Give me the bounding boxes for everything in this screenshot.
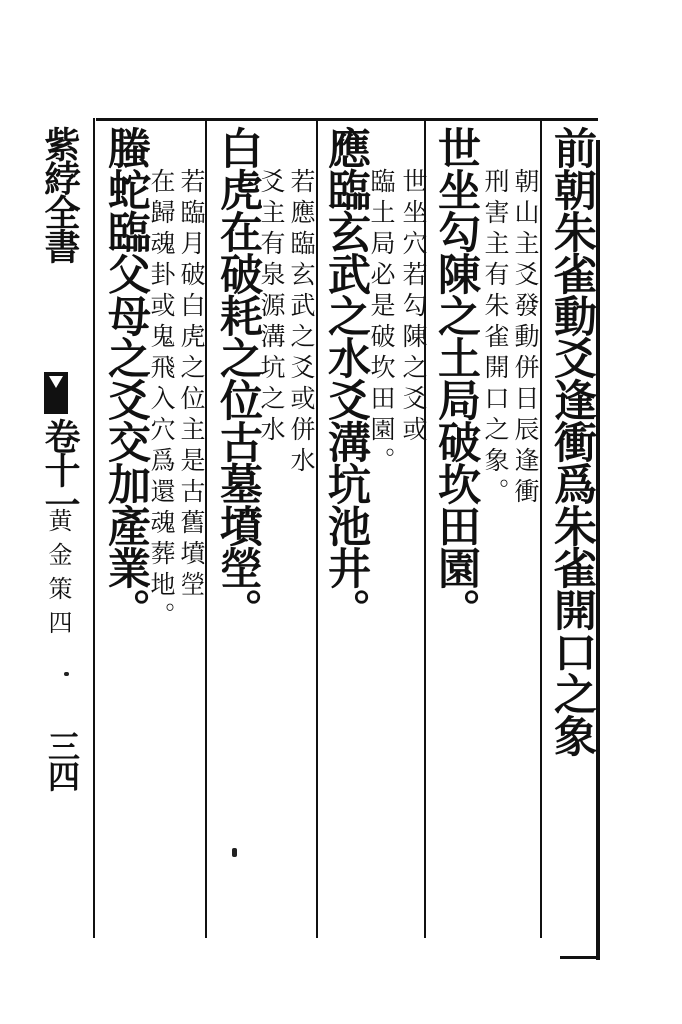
note-column-3b: 爻主有泉源溝坑之水 [257, 168, 286, 447]
page-number: 三四 [43, 730, 81, 790]
heading-column-3: 應臨玄武之水爻溝坑池井。 [321, 126, 371, 630]
note-column-1b: 刑害主有朱雀開口之象。 [481, 168, 510, 509]
column-rule-3 [316, 118, 318, 938]
section-label: 黄金策四 [44, 508, 72, 644]
frame-top-rule [96, 118, 598, 121]
heading-column-2: 世坐勾陳之土局破坎田園。 [431, 126, 481, 630]
volume-label: 卷十一 [39, 418, 81, 520]
note-column-2a: 世坐穴若勾陳之爻或 [399, 168, 428, 447]
fishtail-mark [44, 372, 68, 414]
note-column-4a: 若臨月破白虎之位主是古舊墳塋 [177, 168, 206, 602]
margin-rule [93, 118, 95, 938]
book-title: 紫綍全書 [39, 126, 81, 262]
note-column-1a: 朝山主爻發動併日辰逢衝 [511, 168, 540, 509]
heading-column-4: 白虎在破耗之位古墓墳塋。 [213, 126, 263, 630]
note-column-3a: 若應臨玄武之爻或併水 [287, 168, 316, 478]
heading-column-1: 前朝朱雀動爻逢衝爲朱雀開口之象 [547, 126, 597, 756]
ink-speck [64, 672, 69, 676]
frame-bottom-rule [560, 956, 600, 959]
ink-speck [232, 848, 237, 857]
note-column-2b: 臨土局必是破坎田園。 [367, 168, 396, 478]
column-rule-1 [540, 118, 542, 938]
heading-column-5: 螣蛇臨父母之爻交加產業。 [101, 126, 151, 630]
note-column-4b: 在歸魂卦或鬼飛入穴爲還魂葬地。 [147, 168, 176, 633]
